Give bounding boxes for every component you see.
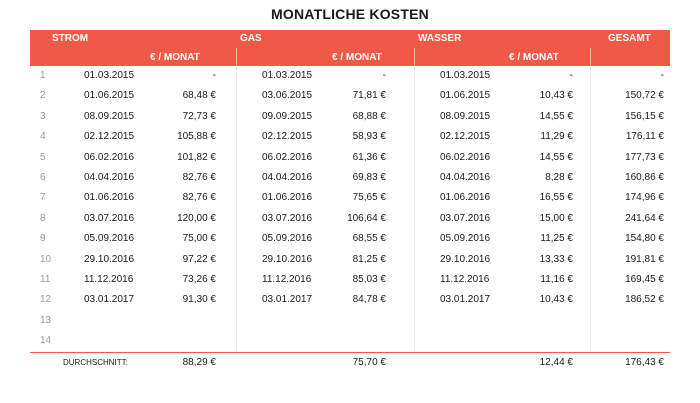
wasser-date-cell[interactable]: 04.04.2016: [440, 172, 491, 183]
header-divider: [236, 48, 237, 66]
wasser-date-cell[interactable]: 06.02.2016: [440, 151, 491, 163]
gas-value-cell[interactable]: 106,64 €: [347, 212, 386, 224]
gesamt-value-cell[interactable]: 186,52 €: [625, 294, 664, 306]
strom-date-cell[interactable]: 29.10.2016: [84, 253, 135, 265]
strom-value-cell[interactable]: 101,82 €: [177, 151, 216, 163]
table-row: [30, 86, 670, 106]
header-divider: [590, 48, 591, 66]
strom-value-cell[interactable]: 75,00 €: [182, 233, 216, 245]
row-number: 6: [40, 172, 46, 183]
strom-value-cell[interactable]: 68,48 €: [182, 90, 216, 102]
gas-date-cell[interactable]: 03.01.2017: [262, 294, 313, 306]
summary-strom[interactable]: 88,29 €: [182, 357, 216, 368]
table-row: [30, 311, 670, 331]
strom-date-cell[interactable]: 04.04.2016: [84, 172, 135, 183]
wasser-date-cell[interactable]: 01.03.2015: [440, 70, 491, 81]
wasser-value-cell[interactable]: 13,33 €: [539, 253, 573, 265]
row-number: 13: [40, 314, 52, 326]
wasser-date-cell[interactable]: 01.06.2015: [440, 90, 491, 102]
header-strom: STROM: [52, 33, 89, 44]
strom-date-cell[interactable]: 01.06.2016: [84, 192, 135, 204]
row-number: 12: [40, 294, 52, 306]
row-number: 7: [40, 192, 46, 204]
gas-date-cell[interactable]: 03.06.2015: [262, 90, 313, 102]
strom-date-cell[interactable]: 02.12.2015: [84, 131, 135, 143]
row-number: 3: [40, 110, 46, 122]
strom-date-cell[interactable]: 06.02.2016: [84, 151, 135, 163]
gesamt-value-cell[interactable]: 177,73 €: [625, 151, 664, 163]
wasser-value-cell[interactable]: 14,55 €: [539, 151, 573, 163]
strom-date-cell[interactable]: 03.01.2017: [84, 294, 135, 306]
table-header: [30, 30, 670, 66]
subheader-gas-unit: € / MONAT: [332, 52, 382, 63]
gas-date-cell[interactable]: 02.12.2015: [262, 131, 313, 143]
strom-value-cell[interactable]: 82,76 €: [182, 172, 216, 183]
table-row: [30, 331, 670, 351]
table-row: [30, 168, 670, 188]
gas-date-cell[interactable]: 01.06.2016: [262, 192, 313, 204]
table-row: [30, 107, 670, 127]
subheader-wasser-unit: € / MONAT: [509, 52, 559, 63]
gas-date-cell[interactable]: 09.09.2015: [262, 110, 313, 122]
strom-value-cell[interactable]: 105,88 €: [177, 131, 216, 143]
table-row: [30, 209, 670, 229]
gas-value-cell[interactable]: 71,81 €: [352, 90, 386, 102]
table-row: [30, 66, 670, 86]
wasser-date-cell[interactable]: 11.12.2016: [440, 274, 490, 285]
wasser-value-cell[interactable]: 10,43 €: [539, 294, 573, 306]
gas-value-cell[interactable]: 69,83 €: [352, 172, 386, 183]
summary-label: DURCHSCHNITT:: [63, 358, 128, 367]
gesamt-value-cell[interactable]: 241,64 €: [625, 212, 664, 224]
row-number: 5: [40, 151, 46, 163]
wasser-value-cell[interactable]: 11,25 €: [540, 233, 573, 245]
table-row: [30, 290, 670, 310]
row-number: 1: [40, 70, 46, 81]
gas-value-cell[interactable]: 61,36 €: [352, 151, 386, 163]
strom-date-cell[interactable]: 05.09.2016: [84, 233, 135, 245]
gas-value-cell[interactable]: 85,03 €: [352, 274, 386, 285]
gesamt-value-cell[interactable]: -: [660, 70, 664, 81]
strom-date-cell[interactable]: 01.03.2015: [84, 70, 135, 81]
summary-divider: [30, 352, 670, 353]
row-number: 14: [40, 335, 52, 347]
gas-date-cell[interactable]: 29.10.2016: [262, 253, 313, 265]
wasser-value-cell[interactable]: 11,29 €: [540, 131, 573, 143]
strom-value-cell[interactable]: 73,26 €: [182, 274, 216, 285]
sheet-title: MONATLICHE KOSTEN: [271, 6, 429, 22]
summary-gesamt[interactable]: 176,43 €: [625, 357, 664, 368]
table-row: [30, 250, 670, 270]
strom-date-cell[interactable]: 08.09.2015: [84, 110, 135, 122]
gesamt-value-cell[interactable]: 150,72 €: [625, 90, 664, 102]
gesamt-value-cell[interactable]: 176,11 €: [625, 131, 664, 143]
wasser-value-cell[interactable]: -: [569, 70, 573, 81]
wasser-value-cell[interactable]: 14,55 €: [539, 110, 573, 122]
row-number: 2: [40, 90, 46, 102]
wasser-date-cell[interactable]: 01.06.2016: [440, 192, 491, 204]
strom-value-cell[interactable]: 120,00 €: [177, 212, 216, 224]
row-number: 11: [40, 274, 51, 285]
table-row: [30, 229, 670, 249]
row-number: 10: [40, 253, 52, 265]
gesamt-value-cell[interactable]: 169,45 €: [625, 274, 664, 285]
header-gesamt: GESAMT: [608, 33, 651, 44]
gesamt-value-cell[interactable]: 156,15 €: [625, 110, 664, 122]
gas-date-cell[interactable]: 11.12.2016: [262, 274, 312, 285]
wasser-date-cell[interactable]: 03.07.2016: [440, 212, 491, 224]
header-gas: GAS: [240, 33, 262, 44]
gesamt-value-cell[interactable]: 191,81 €: [625, 253, 664, 265]
header-wasser: WASSER: [418, 33, 462, 44]
gas-date-cell[interactable]: 05.09.2016: [262, 233, 313, 245]
strom-date-cell[interactable]: 03.07.2016: [84, 212, 135, 224]
row-number: 8: [40, 212, 46, 224]
gas-value-cell[interactable]: 68,88 €: [352, 110, 386, 122]
table-row: [30, 270, 670, 290]
table-row: [30, 148, 670, 168]
gas-date-cell[interactable]: 04.04.2016: [262, 172, 313, 183]
strom-value-cell[interactable]: 91,30 €: [182, 294, 216, 306]
gas-value-cell[interactable]: -: [382, 70, 386, 81]
wasser-date-cell[interactable]: 03.01.2017: [440, 294, 491, 306]
gas-date-cell[interactable]: 06.02.2016: [262, 151, 313, 163]
header-divider: [414, 48, 415, 66]
strom-value-cell[interactable]: 72,73 €: [182, 110, 216, 122]
strom-date-cell[interactable]: 11.12.2016: [84, 274, 134, 285]
wasser-value-cell[interactable]: 10,43 €: [539, 90, 573, 102]
row-number: 9: [40, 233, 46, 245]
wasser-date-cell[interactable]: 05.09.2016: [440, 233, 491, 245]
row-number: 4: [40, 131, 46, 143]
strom-value-cell[interactable]: -: [212, 70, 216, 81]
wasser-date-cell[interactable]: 08.09.2015: [440, 110, 491, 122]
subheader-strom-unit: € / MONAT: [150, 52, 200, 63]
wasser-value-cell[interactable]: 8,28 €: [545, 172, 573, 183]
wasser-date-cell[interactable]: 29.10.2016: [440, 253, 491, 265]
gesamt-value-cell[interactable]: 174,96 €: [625, 192, 664, 204]
table-row: [30, 188, 670, 208]
spreadsheet-sheet: [30, 0, 670, 403]
gas-value-cell[interactable]: 68,55 €: [352, 233, 386, 245]
gesamt-value-cell[interactable]: 160,86 €: [625, 172, 664, 183]
wasser-value-cell[interactable]: 11,16 €: [540, 274, 573, 285]
gas-value-cell[interactable]: 81,25 €: [352, 253, 386, 265]
gas-value-cell[interactable]: 58,93 €: [352, 131, 386, 143]
wasser-date-cell[interactable]: 02.12.2015: [440, 131, 491, 143]
strom-value-cell[interactable]: 82,76 €: [182, 192, 216, 204]
table-row: [30, 127, 670, 147]
gas-value-cell[interactable]: 75,65 €: [352, 192, 386, 204]
strom-date-cell[interactable]: 01.06.2015: [84, 90, 135, 102]
wasser-value-cell[interactable]: 15,00 €: [539, 212, 573, 224]
summary-gas[interactable]: 75,70 €: [352, 357, 386, 368]
gas-value-cell[interactable]: 84,78 €: [352, 294, 386, 306]
summary-row: [30, 354, 670, 372]
gesamt-value-cell[interactable]: 154,80 €: [625, 233, 664, 245]
summary-wasser[interactable]: 12,44 €: [539, 357, 573, 368]
wasser-value-cell[interactable]: 16,55 €: [539, 192, 573, 204]
gas-date-cell[interactable]: 03.07.2016: [262, 212, 313, 224]
gas-date-cell[interactable]: 01.03.2015: [262, 70, 313, 81]
strom-value-cell[interactable]: 97,22 €: [182, 253, 216, 265]
